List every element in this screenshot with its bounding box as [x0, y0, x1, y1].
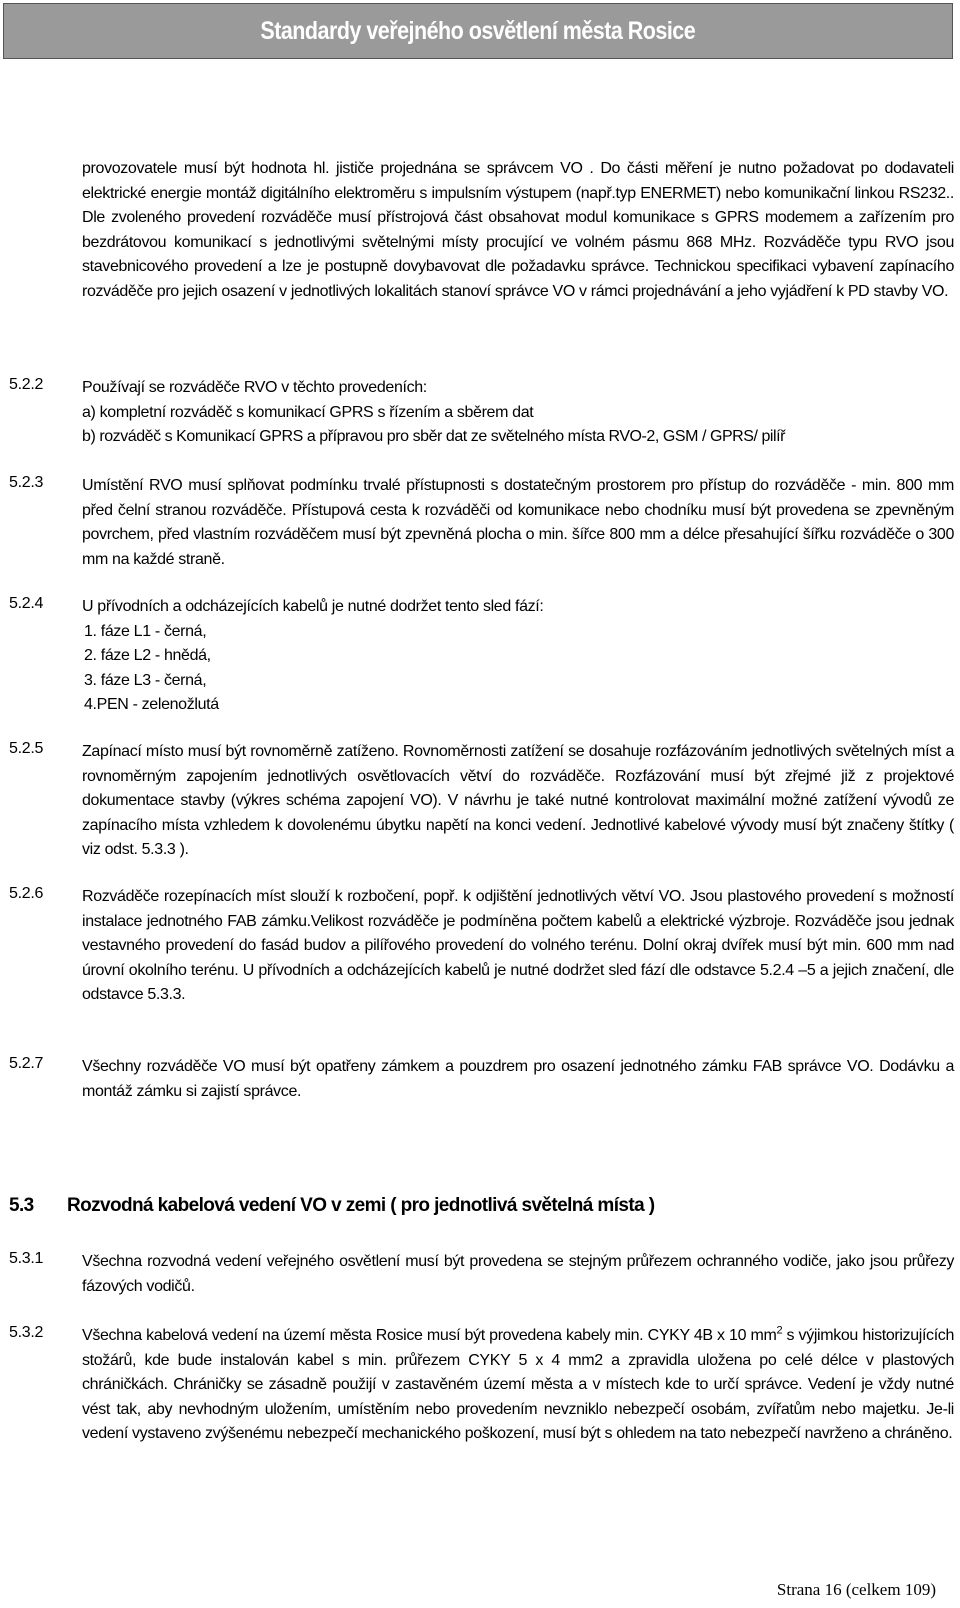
list-item: 1. fáze L1 - černá,	[84, 622, 207, 640]
section-5-3-2	[82, 1324, 954, 1447]
section-text: U přívodních a odcházejících kabelů je nutné dodržet tento sled fází:	[82, 598, 544, 615]
page-header	[3, 3, 953, 59]
section-number: 5.2.5	[9, 740, 44, 757]
list-item: b) rozváděč s Komunikací GPRS a přípravou pro sběr dat ze světelného místa RVO-2, GSM / GPRS/ pilíř	[82, 428, 786, 445]
section-text: Používají se rozváděče RVO v těchto provedeních:	[82, 379, 427, 396]
page-header-title: Standardy veřejného osvětlení města Rosice	[260, 16, 696, 45]
superscript: 2	[776, 1324, 783, 1337]
section-5-2-5: Zapínací místo musí být rovnoměrně zatíženo. Rovnoměrnosti zatížení se dosahuje rozfázováním jednotlivých světelných míst a rovnoměrným zapojením jednotlivých osvětlovacích větví do rozváděče. Rozfázování musí být zřejmé již z projektové dokumentace stavby (výkres schéma zapojení VO). V návrhu je také nutné kontrolovat maximální možné zatížení vývodů ze zapínacího místa vzhledem k dovolenému úbytku napětí na konci vedení. Jednotlivé kabelové vývody musí být značeny štítky ( viz odst. 5.3.3 ).	[82, 743, 954, 858]
section-heading: Rozvodná kabelová vedení VO v zemi ( pro jednotlivá světelná místa )	[67, 1195, 655, 1216]
page-number: Strana 16 (celkem 109)	[776, 1580, 936, 1599]
section-number: 5.2.6	[9, 885, 44, 902]
section-text-part: s výjimkou historizujících stožárů, kde bude instalován kabel s min. průřezem CYKY 5 x 4 mm2 a zpravidla uložena po celé délce v plastových chráničkách. Chráničky se zásadně použijí v zastavěném území města a v místech kde to určí správce. Vedení je vždy nutné vést tak, aby nevhodným uložením, umístěním nebo provedením nevzniklo nebezpečí osobám, zvířatům nebo majetku. Je-li vedení vystaveno zvýšenému nebezpečí mechanického poškození, musí být s ohledem na tato nebezpečí navrženo a chráněno.	[82, 1327, 954, 1442]
section-number: 5.3.1	[9, 1250, 44, 1267]
section-5-2-4	[82, 595, 954, 718]
section-number: 5.2.4	[9, 595, 44, 612]
section-number: 5.2.2	[9, 376, 44, 393]
section-5-2-7: Všechny rozváděče VO musí být opatřeny zámkem a pouzdrem pro osazení jednotného zámku FAB správce VO. Dodávku a montáž zámku si zajistí správce.	[82, 1058, 954, 1100]
list-item: 2. fáze L2 - hnědá,	[84, 647, 211, 664]
list-item: a) kompletní rozváděč s komunikací GPRS s řízením a sběrem dat	[82, 403, 534, 421]
section-5-3-1: Všechna rozvodná vedení veřejného osvětlení musí být provedena se stejným průřezem ochranného vodiče, jako jsou průřezy fázových vodičů.	[82, 1253, 954, 1295]
section-5-2-2	[82, 376, 954, 450]
section-5-2-6: Rozváděče rozepínacích míst slouží k rozbočení, popř. k odjištění jednotlivých větví VO. Jsou plastového provedení s možností instalace jednotného FAB zámku.Velikost rozváděče je podmíněna počtem kabelů a elektrické výzbroje. Rozváděče jsou jednak vestavného provedení do fasád budov a pilířového provedení do volného terénu. Dolní okraj dvířek musí být min. 600 mm nad úrovní okolního terénu. U přívodních a odcházejících kabelů je nutné dodržet sled fází dle odstavce 5.2.4 –5 a jejich značení, dle odstavce 5.3.3.	[82, 888, 954, 1003]
section-number: 5.2.3	[9, 474, 44, 491]
list-item: 3. fáze L3 - černá,	[84, 671, 207, 689]
section-number: 5.2.7	[9, 1055, 44, 1072]
section-number: 5.3.2	[9, 1324, 44, 1341]
section-text-part: Všechna kabelová vedení na území města Rosice musí být provedena kabely min. CYKY 4B x 10 mm	[82, 1327, 777, 1344]
intro-paragraph: provozovatele musí být hodnota hl. jističe projednána se správcem VO . Do části měření je nutno požadovat po dodavateli elektrické energie montáž digitálního elektroměru s impulsním výstupem (např.typ ENERMET) nebo komunikační linkou RS232.. Dle zvoleného provedení rozváděče musí přístrojová část obsahovat modul komunikace s GPRS modemem a zařízením pro bezdrátovou komunikací s jednotlivými světelnými místy procující ve volném pásmu 868 MHz. Rozváděče typu RVO jsou stavebnicového provedení a lze je postupně dovybavovat dle požadavku správce. Technickou specifikaci vybavení zapínacího rozváděče pro jejich osazení v jednotlivých lokalitách stanoví správce VO v rámci projednávání a jeho vyjádření k PD stavby VO.	[82, 160, 954, 300]
list-item: 4.PEN - zelenožlutá	[84, 696, 219, 713]
section-heading-number: 5.3	[9, 1195, 34, 1216]
section-5-2-3: Umístění RVO musí splňovat podmínku trvalé přístupnosti s dostatečným prostorem pro přístup do rozváděče - min. 800 mm před čelní stranou rozváděče. Přístupová cesta k rozváděči od komunikace nebo chodníku musí být provedena se zpevněným povrchem, před vlastním rozváděčem musí být zpevněná plocha o min. šířce 800 mm a délce přesahující šířku rozváděče o 300 mm na každé straně.	[82, 477, 954, 568]
